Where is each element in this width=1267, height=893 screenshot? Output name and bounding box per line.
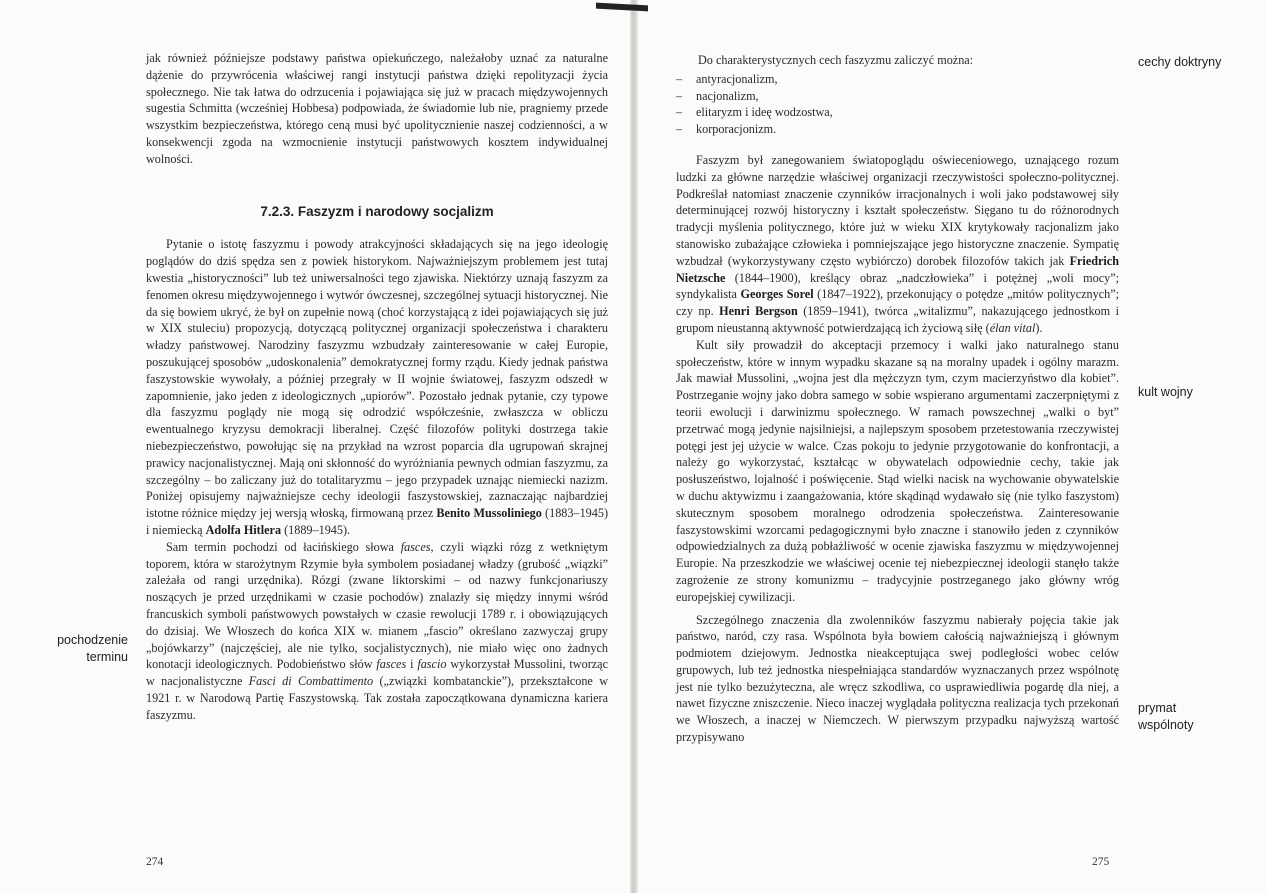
text-segment: Sam termin pochodzi od łacińskiego słowa	[166, 539, 401, 554]
bold-name: Benito Mussoliniego	[436, 506, 542, 521]
left-page-number: 274	[146, 856, 164, 868]
list-item: – korporacjonizm.	[676, 121, 1119, 138]
intro-paragraph: jak również późniejsze podstawy państwa opiekuńczego, należałoby uznać za naturalne dążenie do przywrócenia właściwej rangi instytucji państwa dzięki repolityzacji życia społecznego. Nie tak łatwa do odrzucenia i pojawiająca się już w pracach międzywojennych sugestia Schmitta (wcześniej Hobbesa) podpowiada, że świadomie lub nie, pragniemy przede wszystkim bezpieczeństwa, którego ceną musi być upolitycznienie naszej codzienności, a w konsekwencji zgoda na wzmocnienie instytucji państwowych kosztem indywidualnej wolności.	[146, 51, 608, 166]
text-segment: („związki kombatanckie”), przekształcone w 1921 r. w Narodową Partię Faszystowską. Tak została zapoczątkowana dynamiczna kariera faszyzmu.	[146, 674, 608, 722]
text-segment: Pytanie o istotę faszyzmu i powody atrakcyjności składających się na jego ideologię poglądów do dziś spędza sen z powiek historykom. Najważniejszym problemem jest tutaj kwestia „historyczności” lub też uniwersalności tego zjawiska. Niektórzy uznają faszyzm za fenomen okresu międzywojennego i wytwór ówczesnej, szczególnej sytuacji historycznej. Nie da się bowiem ukryć, że był on zupełnie nową (choć korzystającą z idei pojawiających się już w XIX stuleciu) propozycją, dotyczącą politycznej organizacji społeczeństwa i charakteru władzy państwowej. Narodziny faszyzmu wzbudzały zainteresowanie w całej Europie, poszukującej sposobów „udoskonalenia” demokratycznej formy rządu. Kiedy jednak państwa faszystowskie wywołały, a później przegrały w II wojnie światowej, faszyzm odszedł w zapomnienie, jako jeden z ideologicznych „upiorów”. Pozostało jednak pytanie, czy typowe dla faszyzmu poglądy nie mogą się odrodzić współcześnie, zwłaszcza w obliczu ewentualnego kryzysu demokracji liberalnej. Część filozofów polityki dostrzega takie niebezpieczeństwo, powołując się na przykład na wzrost poparcia dla ugrupowań skrajnej prawicy nacjonalistycznej. Mają oni skłonność do wyróżniania pewnych odmian faszyzmu, za szczególny – bo zaliczany już do totalitaryzmu – jego przypadek uznając niemiecki nazizm. Poniżej opisujemy najważniejsze cechy ideologii faszystowskiej, zaznaczając najbardziej istotne różnice między jej wersją włoską, firmowaną przez	[146, 237, 608, 521]
paragraph-cult-of-war: Kult siły prowadził do akceptacji przemocy i walki jako naturalnego stanu społeczeństw, które w innym wypadku skazane są na moralny upadek i ogólny marazm. Jak mawiał Mussolini, „wojna jest dla mężczyzn tym, czym macierzyństwo dla kobiet”. Postrzeganie wojny jako dobra samego w sobie wspierano argumentami zaczerpniętymi z teorii ewolucji i darwinizmu społecznego. W ramach powszechnej „walki o byt” przetrwać mogą jedynie najsilniejsi, a najlepszym sposobem przetestowania rzeczywistej potęgi jest jej użycie w walce. Czas pokoju to jedynie przygotowanie do konfrontacji, a należy go wykorzystać, kształcąc w obywatelach odpowiednie cechy, takie jak posłuszeństwo, lojalność i poświęcenie. Stąd wielki nacisk na wychowanie obywatelskie w duchu aktywizmu i zaangażowania, które skądinąd wydawało się (nie tylko faszystom) skutecznym sposobem moralnego odrodzenia społeczeństwa. Zainteresowanie faszystowskimi wzorcami pedagogicznymi było znaczne i stanowiło jeden z czynników odpowiedzialnych za dużą pobłażliwość w ocenie zjawiska faszyzmu w międzywojennej Europie. Na przeszkodzie we właściwej ocenie tej niebezpiecznej ideologii stanęło także zagrożenie ze strony komunizmu – tradycyjnie postrzeganego jako główny wróg europejskiej cywilizacji.	[676, 337, 1119, 604]
margin-note-line: wspólnoty	[1138, 718, 1194, 732]
traits-list	[676, 71, 1119, 138]
text-segment: (1844–1900), kreślący obraz „nadczłowieka” i potężnej „woli mocy”; syndykalista	[676, 270, 1119, 302]
list-item: – nacjonalizm,	[676, 88, 1119, 105]
italic-term: Fasci di Combattimento	[248, 674, 374, 689]
bold-name: Henri Bergson	[719, 304, 798, 319]
bold-name: Georges Sorel	[740, 287, 814, 302]
traits-intro: Do charakterystycznych cech faszyzmu zaliczyć można:	[698, 53, 974, 67]
list-item: – antyracjonalizm,	[676, 71, 1119, 88]
left-page-text-column	[146, 50, 608, 723]
text-segment: (1847–1922), przekonujący o potędze „mitów politycznych”; czy np.	[676, 287, 1119, 319]
right-page-text-column	[676, 52, 1119, 746]
margin-note-line: terminu	[86, 650, 128, 664]
section-heading: 7.2.3. Faszyzm i narodowy socjalizm	[260, 203, 494, 219]
paragraph-fascism-question	[146, 236, 608, 538]
list-item: – elitaryzm i ideę wodzostwa,	[676, 104, 1119, 121]
italic-term: élan vital	[989, 320, 1036, 335]
right-page-number: 275	[1092, 856, 1110, 868]
margin-note-war-cult: kult wojny	[1138, 385, 1193, 399]
paragraph-community-primacy: Szczególnego znaczenia dla zwolenników faszyzmu nabierały pojęcia takie jak państwo, naród, czy rasa. Wspólnota była bowiem całością najważniejszą i głównym podmiotem dziejowym. Jednostka nieakceptująca swej podległości wobec celów grupowych, lub też jednostka niespełniająca standardów wyznaczanych przez wspólnotę jest nie tylko bezużyteczna, ale wręcz szkodliwa, co usprawiedliwia pogardę dla niej, a nawet fizyczne zniszczenie. Nieco inaczej wyglądała polityczna realizacja tych przekonań we Włoszech, a inaczej w Niemczech. W pierwszym przypadku najwyższą wartość przypisywano	[676, 612, 1119, 745]
margin-note-term-origin	[18, 632, 128, 666]
text-segment: ).	[1035, 320, 1043, 335]
text-segment: i	[406, 657, 418, 672]
book-spine	[630, 0, 638, 893]
margin-note-line: prymat	[1138, 701, 1177, 715]
bold-name: Friedrich Nietzsche	[676, 253, 1119, 285]
text-segment: Faszyzm był zanegowaniem światopoglądu oświeceniowego, uznającego rozum ludzki za główne narzędzie właściwej organizacji rzeczywistości społeczno-politycznej. Podkreślał natomiast znaczenie czynników irracjonalnych i woli jako podstawowej siły determinującej rozwój historyczny i kształt społeczeństw. Sięgano tu do różnorodnych tradycji myślenia politycznego, które już w wieku XIX krytykowały racjonalizm jako stanowisko zubażające człowieka i pomniejszające jego historyczne znaczenie. Sympatię wzbudzał (wykorzystywany często wybiórczo) dorobek filozofów takich jak	[676, 152, 1119, 268]
paragraph-antirationalism	[676, 152, 1119, 337]
text-segment: , czyli wiązki rózg z wetkniętym toporem, która w starożytnym Rzymie była symbolem posiadanej władzy (grubość „wiązki” zależała od rangi urzędnika). Rózgi (zwane liktorskimi – od nazwy funkcjonariuszy noszących je przed urzędnikami w czasie pochodów) znalazły się między innymi wśród francuskich symboli państwowych powstałych w czasie rewolucji 1789 r. i obowiązujących do dzisiaj. We Włoszech do końca XIX w. mianem „fascio” określano zazwyczaj grupy „bojówkarzy” (najczęściej, ale nie tylko, socjalistycznych), nie miało więc ono żadnych konotacji ideologicznych. Podobieństwo słów	[146, 539, 609, 672]
margin-note-line: pochodzenie	[57, 633, 128, 647]
text-segment: (1889–1945).	[281, 522, 351, 537]
italic-term: fascio	[417, 657, 447, 672]
margin-note-community	[1138, 700, 1258, 734]
text-segment: (1883–1945) i niemiecką	[146, 506, 609, 537]
bold-name: Adolfa Hitlera	[205, 522, 282, 537]
text-segment: (1859–1941), twórca „witalizmu”, nakazującego jednostkom i grupom nieustanną aktywność potwierdzającą ich życiową siłę (	[676, 304, 1119, 335]
paragraph-term-origin	[146, 539, 608, 724]
margin-note-doctrine: cechy doktryny	[1138, 55, 1222, 69]
text-segment: wykorzystał Mussolini, tworząc w nacjonalistyczne	[146, 657, 608, 689]
italic-term: fasces	[376, 657, 407, 672]
italic-term: fasces	[400, 539, 431, 554]
